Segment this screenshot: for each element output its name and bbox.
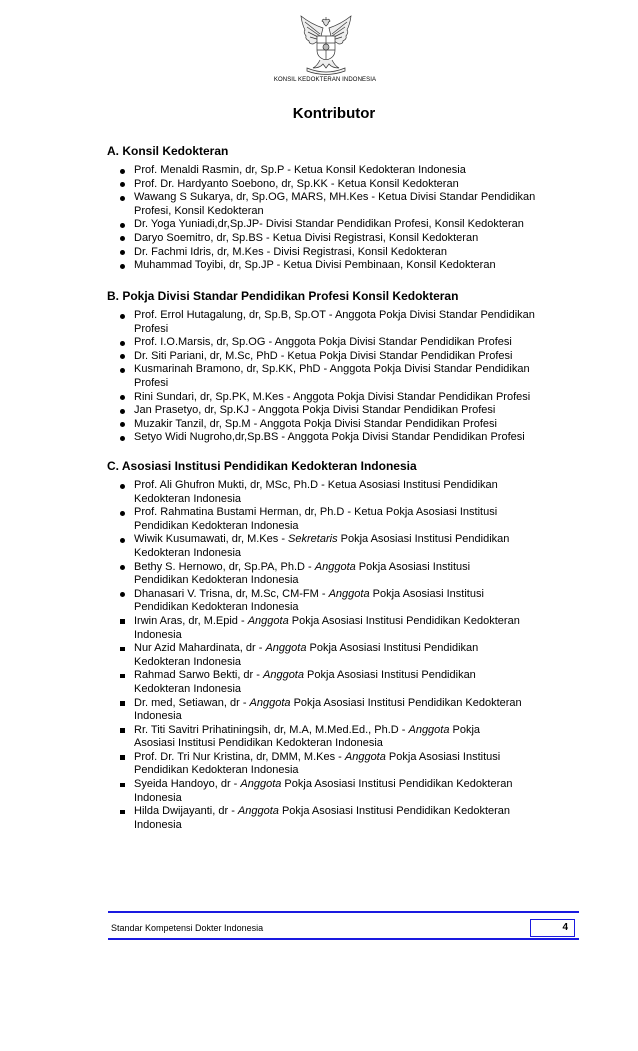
list-item: Rini Sundari, dr, Sp.PK, M.Kes - Anggota Pokja Divisi Standar Pendidikan Profesi bbox=[134, 391, 574, 405]
list-item: Dhanasari V. Trisna, dr, M.Sc, CM-FM - Anggota Pokja Asosiasi Institusi Pendidikan Kedokteran Indonesia bbox=[134, 588, 574, 615]
list-item: Prof. I.O.Marsis, dr, Sp.OG - Anggota Pokja Divisi Standar Pendidikan Profesi bbox=[134, 336, 574, 350]
section-a-heading: A. Konsil Kedokteran bbox=[107, 144, 229, 158]
list-item: Nur Azid Mahardinata, dr - Anggota Pokja Asosiasi Institusi Pendidikan Kedokteran Indonesia bbox=[134, 642, 574, 669]
list-item: Dr. Yoga Yuniadi,dr,Sp.JP- Divisi Standar Pendidikan Profesi, Konsil Kedokteran bbox=[134, 218, 574, 232]
garuda-emblem-icon bbox=[293, 14, 359, 76]
footer-bottom-rule bbox=[108, 938, 579, 940]
list-item: Irwin Aras, dr, M.Epid - Anggota Pokja Asosiasi Institusi Pendidikan Kedokteran Indonesia bbox=[134, 615, 574, 642]
list-item: Prof. Dr. Tri Nur Kristina, dr, DMM, M.Kes - Anggota Pokja Asosiasi Institusi Pendidikan Kedokteran Indonesia bbox=[134, 751, 574, 778]
section-a-list bbox=[134, 164, 574, 273]
page-title: Kontributor bbox=[292, 105, 376, 122]
list-item: Dr. med, Setiawan, dr - Anggota Pokja Asosiasi Institusi Pendidikan Kedokteran Indonesia bbox=[134, 697, 574, 724]
list-item: Prof. Dr. Hardyanto Soebono, dr, Sp.KK - Ketua Konsil Kedokteran bbox=[134, 178, 574, 192]
list-item: Daryo Soemitro, dr, Sp.BS - Ketua Divisi Registrasi, Konsil Kedokteran bbox=[134, 232, 574, 246]
page-number: 4 bbox=[530, 919, 575, 937]
list-item: Hilda Dwijayanti, dr - Anggota Pokja Asosiasi Institusi Pendidikan Kedokteran Indonesia bbox=[134, 805, 574, 832]
section-b-list bbox=[134, 309, 574, 445]
list-item: Rahmad Sarwo Bekti, dr - Anggota Pokja Asosiasi Institusi Pendidikan Kedokteran Indonesia bbox=[134, 669, 574, 696]
list-item: Prof. Menaldi Rasmin, dr, Sp.P - Ketua Konsil Kedokteran Indonesia bbox=[134, 164, 574, 178]
footer-top-rule bbox=[108, 911, 579, 913]
list-item: Syeida Handoyo, dr - Anggota Pokja Asosiasi Institusi Pendidikan Kedokteran Indonesia bbox=[134, 778, 574, 805]
list-item: Prof. Ali Ghufron Mukti, dr, MSc, Ph.D - Ketua Asosiasi Institusi Pendidikan Kedokteran Indonesia bbox=[134, 479, 574, 506]
section-b-heading: B. Pokja Divisi Standar Pendidikan Profesi Konsil Kedokteran bbox=[107, 289, 459, 303]
list-item: Prof. Rahmatina Bustami Herman, dr, Ph.D - Ketua Pokja Asosiasi Institusi Pendidikan Kedokteran Indonesia bbox=[134, 506, 574, 533]
list-item: Dr. Fachmi Idris, dr, M.Kes - Divisi Registrasi, Konsil Kedokteran bbox=[134, 246, 574, 260]
list-item: Wiwik Kusumawati, dr, M.Kes - Sekretaris Pokja Asosiasi Institusi Pendidikan Kedokteran Indonesia bbox=[134, 533, 574, 560]
list-item: Rr. Titi Savitri Prihatiningsih, dr, M.A, M.Med.Ed., Ph.D - Anggota Pokja Asosiasi Institusi Pendidikan Kedokteran Indonesia bbox=[134, 724, 574, 751]
list-item: Dr. Siti Pariani, dr, M.Sc, PhD - Ketua Pokja Divisi Standar Pendidikan Profesi bbox=[134, 350, 574, 364]
section-c-heading: C. Asosiasi Institusi Pendidikan Kedokteran Indonesia bbox=[107, 459, 417, 473]
section-c-list bbox=[134, 479, 574, 832]
emblem-caption: KONSIL KEDOKTERAN INDONESIA bbox=[273, 77, 377, 83]
footer-text: Standar Kompetensi Dokter Indonesia bbox=[111, 923, 264, 933]
list-item: Kusmarinah Bramono, dr, Sp.KK, PhD - Anggota Pokja Divisi Standar Pendidikan Profesi bbox=[134, 363, 574, 390]
list-item: Muzakir Tanzil, dr, Sp.M - Anggota Pokja Divisi Standar Pendidikan Profesi bbox=[134, 418, 574, 432]
list-item: Muhammad Toyibi, dr, Sp.JP - Ketua Divisi Pembinaan, Konsil Kedokteran bbox=[134, 259, 574, 273]
list-item: Jan Prasetyo, dr, Sp.KJ - Anggota Pokja Divisi Standar Pendidikan Profesi bbox=[134, 404, 574, 418]
list-item: Setyo Widi Nugroho,dr,Sp.BS - Anggota Pokja Divisi Standar Pendidikan Profesi bbox=[134, 431, 574, 445]
list-item: Wawang S Sukarya, dr, Sp.OG, MARS, MH.Kes - Ketua Divisi Standar Pendidikan Profesi, Konsil Kedokteran bbox=[134, 191, 574, 218]
list-item: Bethy S. Hernowo, dr, Sp.PA, Ph.D - Anggota Pokja Asosiasi Institusi Pendidikan Kedokteran Indonesia bbox=[134, 561, 574, 588]
list-item: Prof. Errol Hutagalung, dr, Sp.B, Sp.OT - Anggota Pokja Divisi Standar Pendidikan Profesi bbox=[134, 309, 574, 336]
